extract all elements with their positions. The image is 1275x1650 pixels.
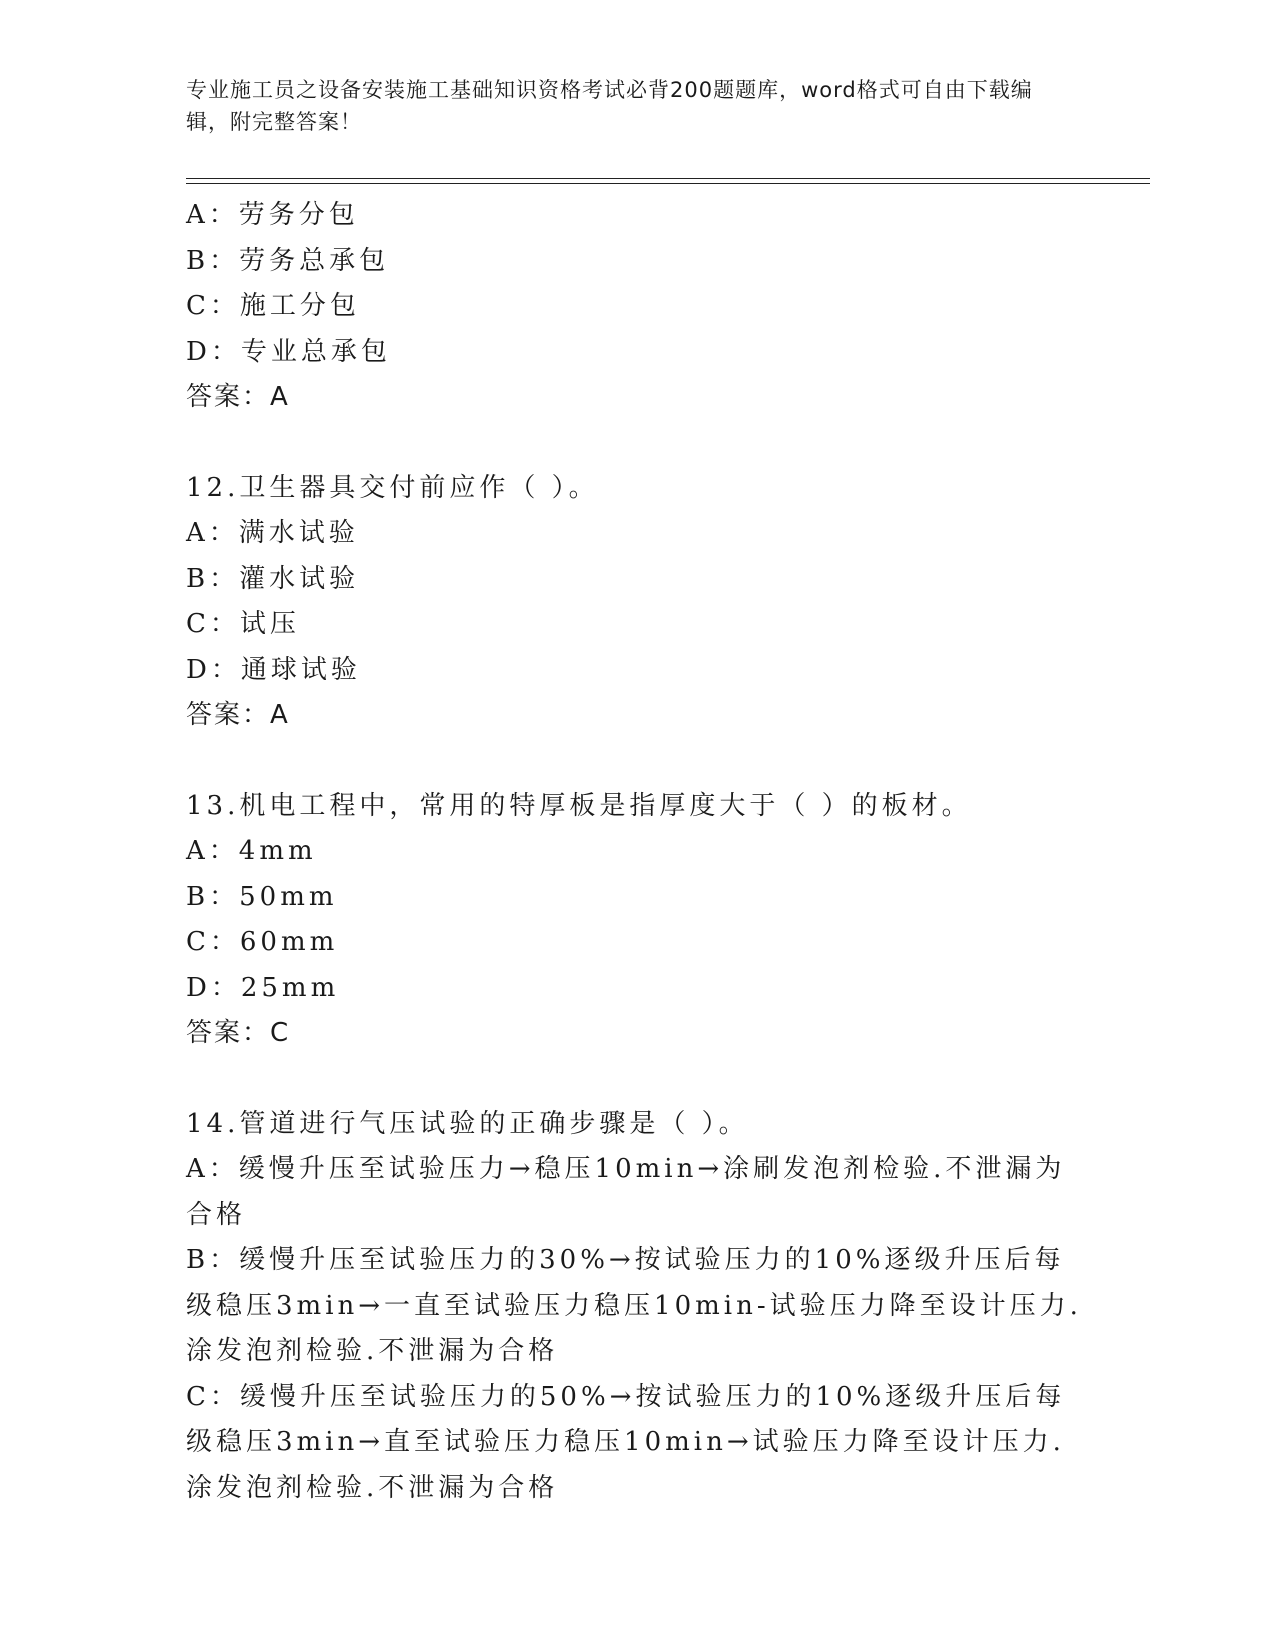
answer: 答案：A	[186, 700, 290, 730]
spacer	[186, 421, 1086, 466]
option-a: A：4mm	[186, 836, 317, 866]
header-divider-bottom	[186, 183, 1150, 184]
option-c: C：缓慢升压至试验压力的50%→按试验压力的10%逐级升压后每级稳压3min→直至试验压力稳压10min→试验压力降至设计压力.涂发泡剂检验.不泄漏为合格	[186, 1381, 1066, 1503]
option-d: D：25mm	[186, 972, 340, 1003]
answer: 答案：A	[186, 382, 290, 412]
option-c: C：施工分包	[186, 291, 360, 321]
question-block-13	[186, 784, 1086, 1057]
option-a: A：满水试验	[186, 518, 359, 548]
option-b: B：灌水试验	[186, 563, 360, 594]
question-list	[186, 193, 1086, 1511]
option-b: B：劳务总承包	[186, 245, 390, 276]
question-text: 14.管道进行气压试验的正确步骤是（ ）。	[186, 1108, 749, 1139]
question-text: 12.卫生器具交付前应作（ ）。	[186, 472, 599, 503]
document-header: 专业施工员之设备安装施工基础知识资格考试必背200题题库，word格式可自由下载编辑，附完整答案！	[186, 78, 1033, 134]
spacer	[186, 739, 1086, 784]
answer: 答案：C	[186, 1018, 291, 1048]
option-b: B：缓慢升压至试验压力的30%→按试验压力的10%逐级升压后每级稳压3min→一直至试验压力稳压10min-试验压力降至设计压力.涂发泡剂检验.不泄漏为合格	[186, 1245, 1082, 1366]
header-divider-top	[186, 178, 1150, 179]
spacer	[186, 1057, 1086, 1102]
option-d: D：通球试验	[186, 654, 361, 685]
option-d: D：专业总承包	[186, 336, 391, 367]
question-block-14	[186, 1102, 1086, 1512]
question-block-11	[186, 193, 1086, 421]
option-c: C：试压	[186, 609, 300, 639]
option-b: B：50mm	[186, 881, 338, 912]
question-text: 13.机电工程中，常用的特厚板是指厚度大于（ ）的板材。	[186, 790, 972, 821]
option-a: A：缓慢升压至试验压力→稳压10min→涂刷发泡剂检验.不泄漏为合格	[186, 1154, 1066, 1230]
option-a: A：劳务分包	[186, 200, 359, 230]
option-c: C：60mm	[186, 927, 339, 957]
question-block-12	[186, 466, 1086, 739]
